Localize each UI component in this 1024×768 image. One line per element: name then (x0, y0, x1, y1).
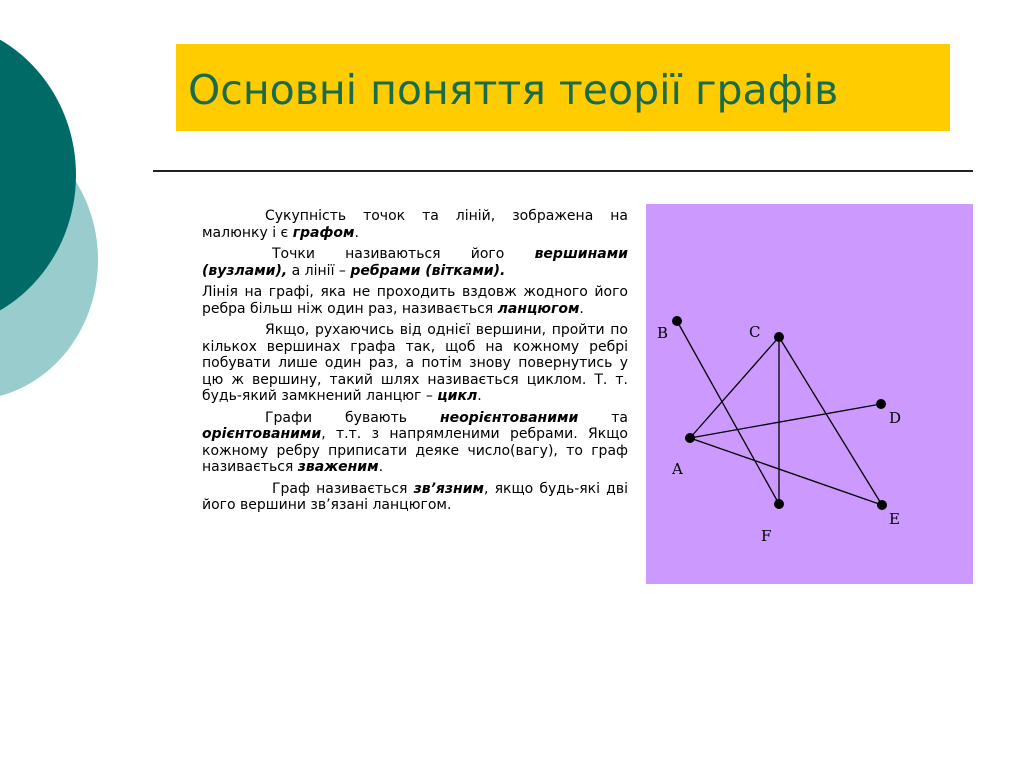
text-run: а лінії – (287, 262, 351, 279)
vertex-label-e: E (889, 510, 900, 528)
page-title: Основні поняття теорії графів (188, 66, 839, 114)
vertex-label-c: C (749, 323, 761, 341)
edge-a-d (690, 404, 881, 438)
term: орієнтованими (202, 426, 322, 442)
graph-svg (646, 204, 973, 584)
text-run: . (477, 388, 482, 404)
paragraph (202, 410, 628, 476)
vertex-e (877, 500, 887, 510)
text-run: та (578, 409, 628, 426)
vertex-label-a: A (672, 460, 683, 478)
vertex-label-b: B (657, 324, 669, 342)
title-divider (153, 170, 973, 172)
term: зваженим (297, 459, 379, 475)
text-run: Сукупність точок та ліній, зображена на малюнку і є (202, 208, 628, 241)
paragraph (202, 208, 628, 241)
paragraph (202, 322, 628, 405)
vertex-label-f: F (761, 527, 772, 545)
vertex-label-d: D (889, 409, 902, 427)
vertex-b (672, 316, 682, 326)
edge-c-e (779, 337, 882, 505)
definitions-text (202, 208, 628, 519)
text-run: Якщо, рухаючись від однієї вершини, пройти по кількох вершинах графа так, щоб на кожному ребрі побувати лише один раз, а потім знову повернутись у цю ж вершину, такий шлях називається циклом. Т. т. будь-який замкнений ланцюг – (202, 322, 628, 404)
term: ребрами (вітками). (350, 262, 506, 279)
text-run: , якщо будь-які дві його вершини зв’язані ланцюгом. (202, 480, 628, 513)
paragraph (202, 481, 628, 514)
paragraph (202, 246, 628, 279)
vertex-c (774, 332, 784, 342)
text-run: Графи бувають (265, 409, 440, 426)
vertex-d (876, 399, 886, 409)
graph-diagram (646, 204, 973, 584)
term: цикл (437, 388, 478, 404)
edge-a-e (690, 438, 882, 505)
text-run: . (579, 300, 584, 317)
text-run: . (354, 224, 359, 241)
term: зв’язним (413, 480, 484, 497)
paragraph (202, 284, 628, 317)
text-run: Граф називається (272, 480, 414, 497)
term: ланцюгом (497, 300, 580, 317)
title-banner (176, 44, 950, 131)
text-run: Точки називаються його (272, 246, 535, 262)
edge-b-f (677, 321, 779, 504)
vertex-a (685, 433, 695, 443)
text-run: , т.т. з напрямленими ребрами. Якщо кожному ребру приписати деяке число(вагу), то граф називається (202, 426, 628, 475)
text-run: Лінія на графі, яка не проходить вздовж жодного його ребра більш ніж один раз, називається (202, 284, 628, 317)
text-run: . (378, 459, 384, 475)
term: вершинами (вузлами), (202, 246, 628, 279)
term: графом (292, 224, 355, 241)
term: неорієнтованими (439, 409, 579, 426)
vertex-f (774, 499, 784, 509)
